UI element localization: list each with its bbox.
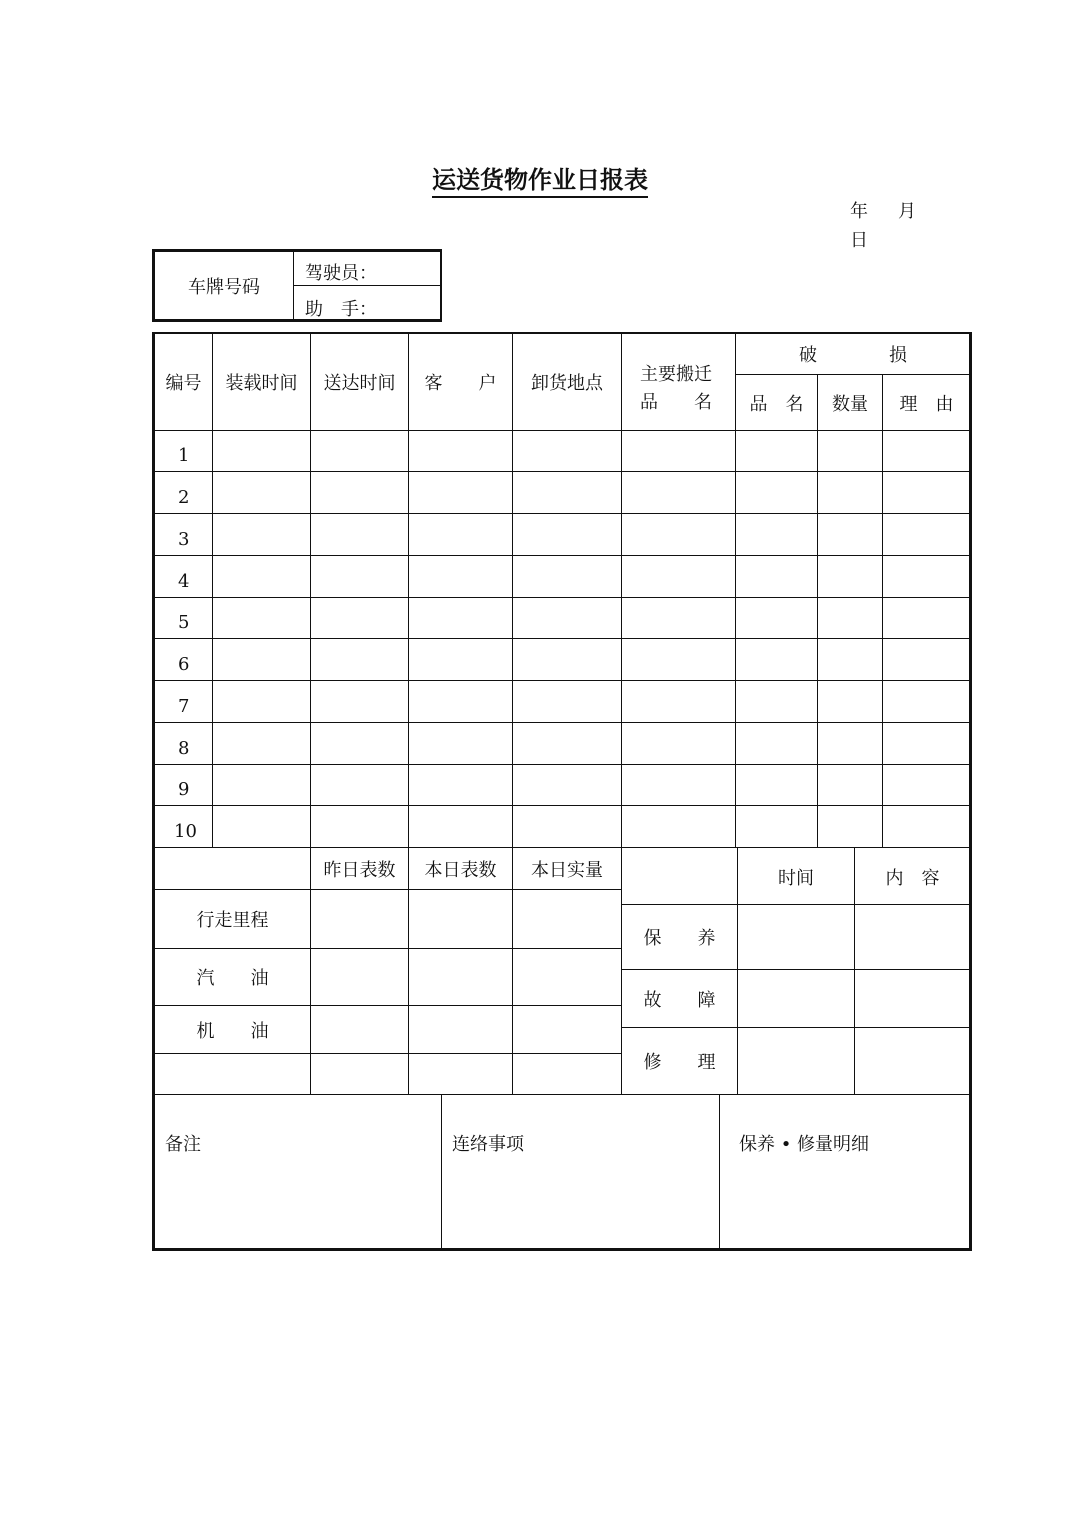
header-no: 编号 (165, 373, 202, 394)
header-damage: 破 损 (799, 345, 907, 366)
header-goods-line2: 品 名 (640, 392, 712, 413)
label-mileage: 行走里程 (196, 910, 269, 931)
date-day: 日 (850, 230, 868, 251)
label-engine-oil: 机 油 (196, 1020, 269, 1042)
header-damage-reason: 理 由 (899, 393, 954, 415)
row-number: 7 (178, 696, 190, 717)
header-customer: 客 户 (424, 373, 497, 394)
notes-contact: 连络事项 (452, 1134, 524, 1155)
header-damage-name: 品 名 (749, 393, 804, 415)
row-number: 10 (174, 821, 197, 842)
header-load-time: 装载时间 (225, 373, 298, 394)
header-goods-line1: 主要搬迁 (640, 364, 712, 385)
meter-yesterday: 昨日表数 (323, 860, 396, 881)
date-year: 年 (850, 201, 868, 222)
notes-remarks: 备注 (165, 1134, 201, 1155)
row-number: 2 (178, 487, 190, 508)
plate-label: 车牌号码 (188, 277, 260, 298)
notes-detail: 保养 • 修量明细 (739, 1134, 870, 1155)
date-month: 月 (898, 201, 916, 222)
maint-content-header: 内 容 (885, 867, 940, 889)
page-title (0, 160, 1080, 195)
label-repair: 修 理 (643, 1052, 716, 1073)
maint-time-header: 时间 (778, 867, 814, 889)
row-number: 4 (178, 571, 190, 592)
meter-actual: 本日实量 (531, 860, 603, 881)
row-number: 3 (178, 529, 190, 550)
row-number: 8 (178, 738, 190, 759)
label-maintain: 保 养 (643, 928, 716, 949)
header-deliver-time: 送达时间 (323, 373, 396, 394)
title-text: 运送货物作业日报表 (432, 166, 648, 198)
assistant-label: 助 手： (305, 299, 377, 320)
row-number: 1 (178, 445, 190, 466)
row-number: 6 (178, 654, 190, 675)
header-damage-qty: 数量 (832, 393, 868, 415)
row-number: 9 (178, 779, 190, 800)
meter-today: 本日表数 (424, 860, 497, 881)
driver-label: 驾驶员： (305, 263, 377, 284)
row-number: 5 (178, 612, 190, 633)
label-gasoline: 汽 油 (196, 968, 269, 989)
header-unload-place: 卸货地点 (531, 373, 603, 394)
label-fault: 故 障 (643, 989, 716, 1011)
